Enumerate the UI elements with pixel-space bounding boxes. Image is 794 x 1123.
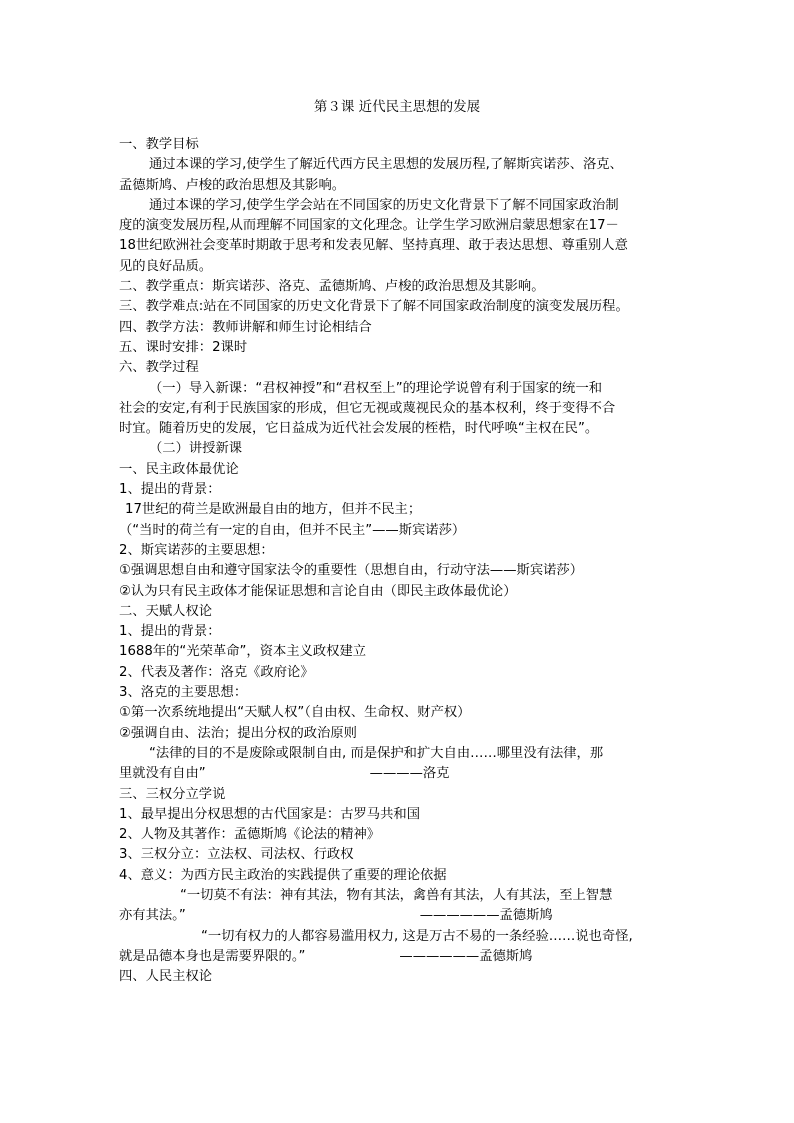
- section-heading: 二、教学重点：斯宾诺莎、洛克、孟德斯鸠、卢梭的政治思想及其影响。: [119, 279, 545, 295]
- section-heading: 三、教学难点:站在不同国家的历史文化背景下了解不同国家政治制度的演变发展历程。: [119, 299, 629, 315]
- quote-attribution: ——————孟德斯鸠: [419, 908, 553, 924]
- paragraph-line: 时宜。随着历史的发展，它日益成为近代社会发展的桎梏，时代呼唤“主权在民”。: [119, 421, 599, 437]
- quote-text: 里就没有自由”: [119, 766, 206, 782]
- subsection-heading: （二）讲授新课: [149, 441, 243, 457]
- section-heading: 五、课时安排：2课时: [119, 339, 248, 355]
- list-item: 1、提出的背景：: [119, 482, 221, 498]
- quote-line: [119, 947, 682, 967]
- section-heading: 六、教学过程: [119, 360, 199, 376]
- paragraph-line: （一）导入新课：“君权神授”和“君权至上”的理论学说曾有利于国家的统一和: [149, 380, 603, 396]
- section-heading: 四、人民主权论: [119, 969, 213, 985]
- paragraph-line: 孟德斯鸠、卢梭的政治思想及其影响。: [119, 177, 346, 193]
- paragraph-line: 通过本课的学习,使学生了解近代西方民主思想的发展历程,了解斯宾诺莎、洛克、: [149, 157, 623, 173]
- quote-attribution: ————洛克: [369, 766, 450, 782]
- quote-text: 就是品德本身也是需要界限的。”: [119, 948, 306, 964]
- list-item: 3、三权分立：立法权、司法权、行政权: [119, 847, 354, 863]
- list-item: ②认为只有民主政体才能保证思想和言论自由（即民主政体最优论）: [119, 583, 517, 599]
- paragraph-line: 通过本课的学习,使学生学会站在不同国家的历史文化背景下了解不同国家政治制: [149, 197, 619, 213]
- quote-text: 亦有其法。”: [119, 908, 186, 924]
- quote-line: “一切莫不有法：神有其法，物有其法，禽兽有其法，人有其法，至上智慧: [180, 887, 613, 903]
- paragraph-line: 社会的安定,有利于民族国家的形成，但它无视或蔑视民众的基本权利，终于变得不合: [119, 400, 616, 416]
- quote-line: “法律的目的不是废除或限制自由, 而是保护和扩大自由……哪里没有法律，那: [149, 745, 604, 761]
- section-heading: 一、民主政体最优论: [119, 461, 239, 477]
- quote-line: [119, 764, 682, 784]
- list-item: ①第一次系统地提出“天赋人权”（自由权、生命权、财产权）: [119, 705, 471, 721]
- list-item: 2、斯宾诺莎的主要思想：: [119, 542, 274, 558]
- list-item: 2、代表及著作：洛克《政府论》: [119, 664, 314, 680]
- list-item: 3、洛克的主要思想：: [119, 685, 248, 701]
- quote-attribution: ——————孟德斯鸠: [399, 948, 533, 964]
- list-item: 2、人物及其著作：孟德斯鸠《论法的精神》: [119, 827, 381, 843]
- list-item: 1、最早提出分权思想的古代国家是：古罗马共和国: [119, 806, 420, 822]
- paragraph-line: 1688年的“光荣革命”，资本主义政权建立: [119, 644, 367, 660]
- quote-line: “一切有权力的人都容易滥用权力, 这是万古不易的一条经验……说也奇怪,: [201, 928, 633, 944]
- section-heading: 四、教学方法：教师讲解和师生讨论相结合: [119, 319, 372, 335]
- section-heading: 一、教学目标: [119, 137, 199, 152]
- paragraph-line: 度的演变发展历程,从而理解不同国家的文化理念。让学生学习欧洲启蒙思想家在17－: [119, 218, 619, 234]
- document-body: [119, 135, 682, 987]
- section-heading: 三、三权分立学说: [119, 786, 226, 802]
- section-heading: 二、天赋人权论: [119, 603, 213, 619]
- list-item: 4、意义：为西方民主政治的实践提供了重要的理论依据: [119, 867, 447, 883]
- list-item: ②强调自由、法治；提出分权的政治原则: [119, 725, 357, 741]
- list-item: ①强调思想自由和遵守国家法令的重要性（思想自由，行动守法——斯宾诺莎）: [119, 563, 584, 579]
- paragraph-line: 见的良好品质。: [119, 258, 213, 274]
- page-title: 第３课 近代民主思想的发展: [313, 99, 481, 115]
- paragraph-line: 18世纪欧洲社会变革时期敢于思考和发表见解、坚持真理、敢于表达思想、尊重别人意: [119, 238, 628, 254]
- paragraph-line: 17世纪的荷兰是欧洲最自由的地方，但并不民主；: [125, 502, 422, 518]
- quote-line: （“当时的荷兰有一定的自由，但并不民主”——斯宾诺莎）: [119, 522, 466, 538]
- quote-line: [119, 906, 682, 926]
- list-item: 1、提出的背景：: [119, 624, 221, 640]
